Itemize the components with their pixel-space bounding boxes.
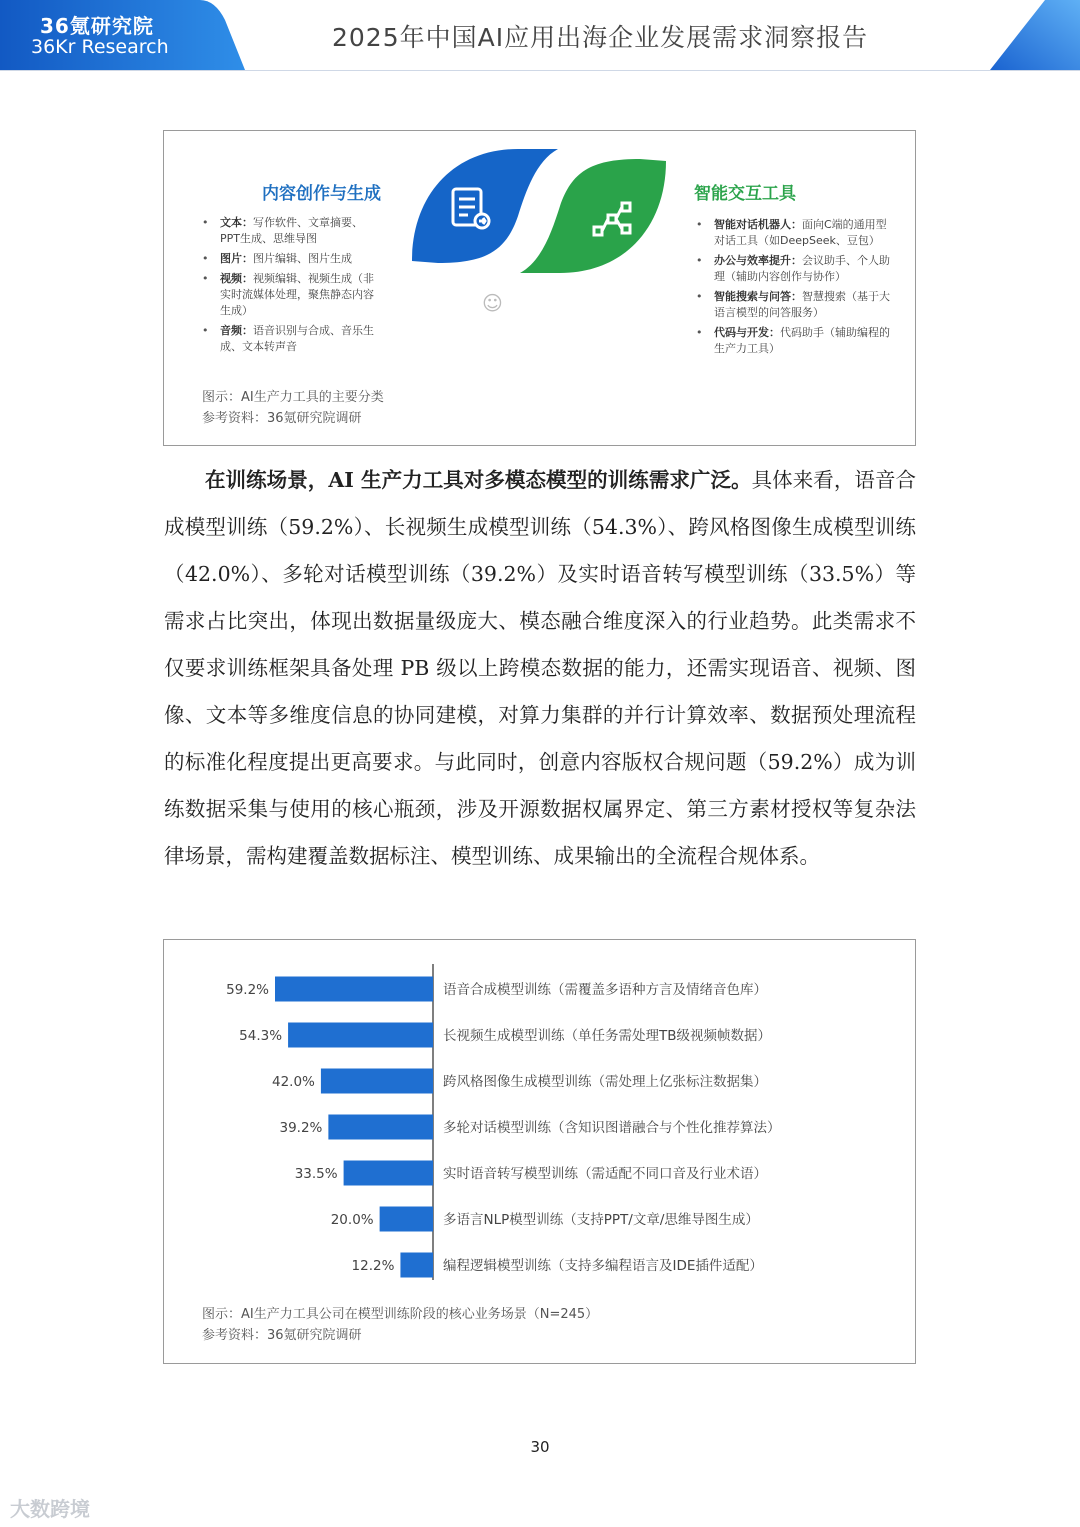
page-number: 30 — [530, 1438, 550, 1456]
list-item: • 智能搜索与问答：智慧搜索（基于大语言模型的问答服务） — [696, 289, 896, 321]
bar — [344, 1161, 433, 1186]
content-creation-list — [202, 215, 377, 359]
chart-caption: 图示：AI生产力工具公司在模型训练阶段的核心业务场景（N=245） — [202, 1307, 599, 1322]
bar-value-label: 59.2% — [226, 982, 269, 998]
smart-interaction-list — [696, 217, 896, 361]
robot-icon: ☺ — [482, 291, 503, 315]
report-title: 2025年中国AI应用出海企业发展需求洞察报告 — [332, 23, 869, 52]
bar — [275, 977, 433, 1002]
list-item: • 视频：视频编辑、视频生成（非实时流媒体处理，聚焦静态内容生成） — [202, 271, 377, 319]
bar-category-label: 长视频生成模型训练（单任务需处理TB级视频帧数据） — [443, 1028, 772, 1044]
figure-tool-categories — [163, 130, 916, 446]
bar-category-label: 多轮对话模型训练（含知识图谱融合与个性化推荐算法） — [443, 1120, 781, 1136]
category-heading-smart-interaction: 智能交互工具 — [694, 184, 796, 204]
bar — [400, 1253, 433, 1278]
page-header — [0, 0, 1080, 71]
header-corner-decoration — [990, 0, 1080, 70]
list-item: • 办公与效率提升：会议助手、个人助理（辅助内容创作与协作） — [696, 253, 896, 285]
paragraph-lead: 在训练场景，AI 生产力工具对多模态模型的训练需求广泛。 — [205, 468, 752, 492]
bar-value-label: 42.0% — [272, 1074, 315, 1090]
body-paragraph — [164, 457, 916, 880]
logo-text-cn: 36氪研究院 — [40, 14, 154, 38]
bar — [380, 1207, 433, 1232]
bar-category-label: 跨风格图像生成模型训练（需处理上亿张标注数据集） — [443, 1074, 767, 1090]
paragraph-text: 具体来看，语音合成模型训练（59.2%）、长视频生成模型训练（54.3%）、跨风格图像生成模型训练（42.0%）、多轮对话模型训练（39.2%）及实时语音转写模型训练（33.5%）等需求占比突出，体现出数据量级庞大、模态融合维度深入的行业趋势。此类需求不仅要求训练框架具备处理 PB 级以上跨模态数据的能力，还需实现语音、视频、图像、文本等多维度信息的协同建模，对算力集群的并行计算效率、数据预处理流程的标准化程度提出更高要求。与此同时，创意内容版权合规问题（59.2%）成为训练数据采集与使用的核心瓶颈，涉及开源数据权属界定、第三方素材授权等复杂法律场景，需构建覆盖数据标注、模型训练、成果输出的全流程合规体系。 — [164, 468, 917, 868]
bar — [328, 1115, 433, 1140]
list-item: • 代码与开发：代码助手（辅助编程的生产力工具） — [696, 325, 896, 357]
bar-category-label: 实时语音转写模型训练（需适配不同口音及行业术语） — [443, 1166, 767, 1182]
list-item: • 音频：语音识别与合成、音乐生成、文本转声音 — [202, 323, 377, 355]
bar-value-label: 54.3% — [239, 1028, 283, 1044]
bar-category-label: 多语言NLP模型训练（支持PPT/文章/思维导图生成） — [443, 1212, 759, 1228]
chart-source: 参考资料：36氪研究院调研 — [202, 1328, 362, 1343]
bar-category-label: 编程逻辑模型训练（支持多编程语言及IDE插件适配） — [443, 1258, 763, 1274]
bar — [321, 1069, 433, 1094]
watermark: 大数跨境 — [10, 1497, 90, 1521]
bar-chart — [164, 940, 917, 1300]
bar-value-label: 12.2% — [351, 1258, 395, 1274]
logo-text-en: 36Kr Research — [31, 36, 169, 58]
category-leaf-graphic — [408, 141, 670, 281]
bar-value-label: 39.2% — [279, 1120, 323, 1136]
bar-value-label: 20.0% — [330, 1212, 374, 1228]
bar-category-label: 语音合成模型训练（需覆盖多语种方言及情绪音色库） — [443, 982, 767, 998]
figure-source: 参考资料：36氪研究院调研 — [202, 411, 362, 426]
list-item: • 图片：图片编辑、图片生成 — [202, 251, 377, 267]
bar-value-label: 33.5% — [294, 1166, 338, 1182]
figure-training-scenarios — [163, 939, 916, 1364]
figure-caption: 图示：AI生产力工具的主要分类 — [202, 390, 384, 405]
list-item: • 智能对话机器人：面向C端的通用型对话工具（如DeepSeek、豆包） — [696, 217, 896, 249]
list-item: • 文本：写作软件、文章摘要、PPT生成、思维导图 — [202, 215, 377, 247]
category-heading-content-creation: 内容创作与生成 — [262, 184, 381, 204]
bar — [288, 1023, 433, 1048]
